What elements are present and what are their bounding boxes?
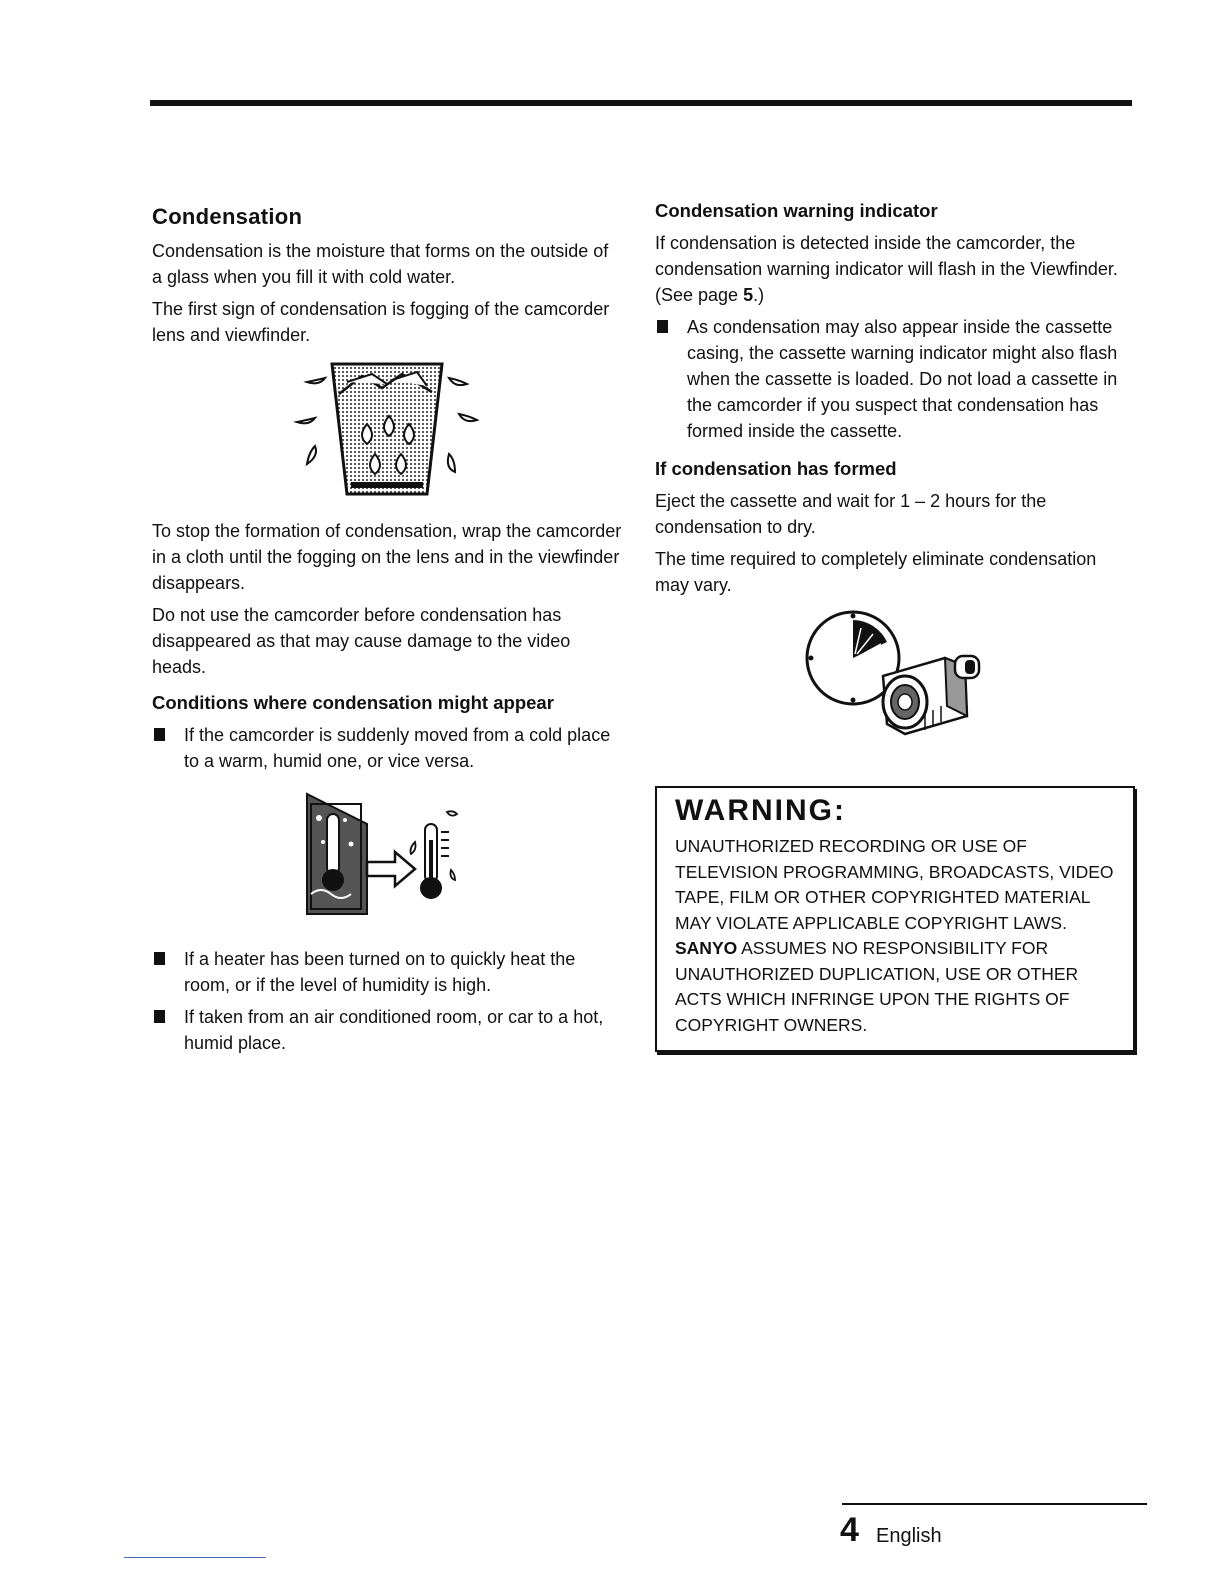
formed-paragraph-1: Eject the cassette and wait for 1 – 2 hours for the condensation to dry. [655,491,1047,537]
indicator-text-end: .) [753,285,765,305]
formed-paragraph-2: The time required to completely eliminate condensation may vary. [655,549,1097,595]
indicator-bullet: As condensation may also appear inside the cassette casing, the cassette warning indicator might also flash when the cassette is loaded. Do not load a cassette in the camcorder if you suspect that condensation has formed inside the cassette. [655,314,1135,444]
stop-paragraph-2: Do not use the camcorder before condensation has disappeared as that may cause damage to the video heads. [152,605,571,677]
condition-bullet-3: If taken from an air conditioned room, or car to a hot, humid place. [152,1004,622,1056]
stop-paragraph-1: To stop the formation of condensation, wrap the camcorder in a cloth until the fogging on the lens and in the viewfinder disappears. [152,521,622,593]
right-column [655,200,1135,1052]
left-column [152,200,622,1062]
warning-text [675,834,1119,1038]
condition-bullet-1: If the camcorder is suddenly moved from a cold place to a warm, humid one, or vice versa. [152,722,622,774]
warning-text-part-1: UNAUTHORIZED RECORDING OR USE OF TELEVISION PROGRAMMING, BROADCASTS, VIDEO TAPE, FILM OR OTHER COPYRIGHTED MATERIAL MAY VIOLATE APPLICABLE COPYRIGHT LAWS. [675,836,1114,933]
footer-rule [842,1503,1147,1505]
clock-camcorder-illustration [795,606,995,746]
page-number: 4 [840,1511,859,1549]
condition-bullet-2: If a heater has been turned on to quickly heat the room, or if the level of humidity is high. [152,946,622,998]
formed-heading: If condensation has formed [655,458,897,479]
conditions-heading: Conditions where condensation might appear [152,692,554,713]
indicator-paragraph [655,230,1135,308]
top-rule [150,100,1132,106]
warning-box [655,786,1135,1052]
bottom-edge-line [124,1557,266,1558]
page-reference: 5 [743,285,754,305]
brand-name: SANYO [675,938,738,958]
condensation-heading: Condensation [152,204,303,229]
intro-paragraph-2: The first sign of condensation is fogging of the camcorder lens and viewfinder. [152,299,610,345]
warning-text-part-2: ASSUMES NO RESPONSIBILITY FOR UNAUTHORIZED DUPLICATION, USE OR OTHER ACTS WHICH INFRINGE UPON THE RIGHTS OF COPYRIGHT OWNERS. [675,938,1079,1035]
intro-paragraph-1: Condensation is the moisture that forms on the outside of a glass when you fill it with cold water. [152,241,609,287]
indicator-heading: Condensation warning indicator [655,200,938,221]
cold-glass-illustration [277,354,497,504]
indicator-text: If condensation is detected inside the camcorder, the condensation warning indicator will flash in the Viewfinder. (See page [655,233,1118,305]
warning-title: WARNING: [675,794,846,827]
page-language: English [876,1525,942,1547]
temperature-change-illustration [297,784,477,924]
